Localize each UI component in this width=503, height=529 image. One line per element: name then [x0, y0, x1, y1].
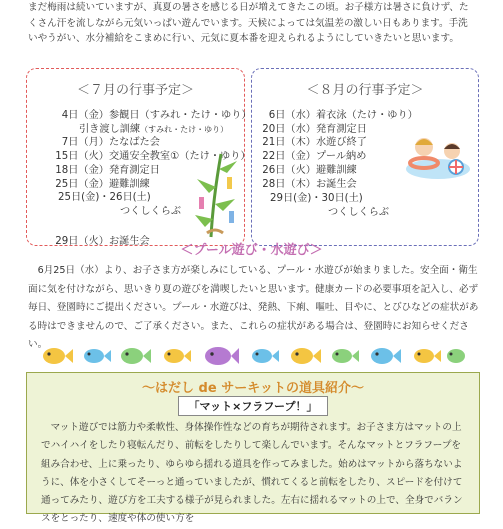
fish-icon [205, 347, 239, 365]
fish-icon [332, 349, 359, 363]
fish-icon [121, 348, 151, 364]
pool-section-title: ＜プール遊び・水遊び＞ [180, 243, 323, 258]
august-event: 28日（木）お誕生会 [262, 179, 357, 190]
pool-section-text: 6月25日（水）より、お子さま方が楽しみにしている、プール・水遊びが始まりました。安全面・衛生面に気を付けながら、思いきり夏の遊びを満喫したいと思います。健康カードの必要事項を記入し、必ず毎日、登園時にご提出ください。プール・水遊びは、発熱、下痢、嘔吐、目やに、とびひなどの症状がある時はできませんので、ご了承ください。また、これらの症状がある場合は、登園時にお知らせください。 [28, 265, 479, 351]
fish-decoration-row [40, 344, 470, 368]
august-event: 20日（水）発育測定日 [262, 124, 367, 135]
fish-icon [447, 349, 465, 363]
august-event: 26日（火）避難訓練 [262, 165, 357, 176]
august-event: 29日(金)・30日(土) [270, 193, 363, 204]
fish-icon [164, 349, 191, 363]
august-event: 21日（木）水遊び終了 [262, 137, 367, 148]
july-event: 4日（金）参観日（すみれ・たけ・ゆり） [61, 110, 252, 121]
barefoot-circuit-section [26, 372, 480, 525]
fish-icon [252, 349, 279, 363]
fish-icon [291, 348, 321, 364]
july-event: 25日(金)・26日(土) [58, 192, 151, 203]
july-event: 18日（金）発育測定日 [55, 165, 160, 176]
fish-icon [371, 348, 401, 364]
swimming-children-illustration [402, 125, 472, 185]
july-event: 15日（火）交通安全教室①（たけ・ゆり） [55, 151, 251, 162]
intro-text: まだ梅雨は続いていますが、真夏の暑さを感じる日が増えてきたこの頃。お子様方は暑さに負けず、たくさん汗を流しながら元気いっぱい遊んでいます。天候によっては気温差の激しい日もあります。手洗いやうがい、水分補給をこまめに行い、元気に夏本番を迎えられるようにしていきたいと思います。 [28, 2, 469, 45]
fish-icon [414, 349, 441, 363]
july-schedule-title: ＜７月の行事予定＞ [76, 83, 194, 98]
july-event: つくしくらぶ [120, 206, 182, 217]
circuit-subtitle: 「マット×フラフープ！」 [27, 395, 479, 416]
august-schedule-box [251, 68, 479, 246]
july-event: 29日（火）お誕生会 [55, 236, 150, 247]
july-event: 7日（月）たなばた会 [61, 137, 160, 148]
july-event: 25日（金）避難訓練 [55, 179, 150, 190]
circuit-section-text: マット遊びでは筋力や柔軟性、身体操作性などの育ちが期待されます。お子さま方はマットの上でハイハイをしたり寝転んだり、前転をしたりして楽しんでいます。そんなマットとフラフープを組み合わせ、上に乗ったり、ゆらゆら揺れる道具を作ってみました。始めはマットから落ちないように、体を小さくしてそーっと通っていましたが、慣れてくると前転をしたり、スピードを付けて通ってみたり、遊び方を工夫する様子が見られました。左右に揺れるマットの上で、全身でバランスをとったり、速度や体の使い方を [41, 422, 463, 525]
august-event: 22日（金）プール納め [262, 151, 367, 162]
circuit-section-title: ～はだし de サーキットの道具紹介～ [142, 381, 364, 396]
august-event: つくしくらぶ [328, 207, 390, 218]
august-schedule-title: ＜８月の行事予定＞ [306, 83, 424, 98]
fish-icon [43, 348, 73, 364]
july-event: 引き渡し訓練（すみれ・たけ・ゆり） [79, 124, 229, 135]
july-schedule-box [26, 68, 252, 247]
fish-icon [84, 349, 111, 363]
august-event: 6日（水）着衣泳（たけ・ゆり） [268, 110, 418, 121]
tanabata-bamboo-illustration [191, 149, 243, 239]
